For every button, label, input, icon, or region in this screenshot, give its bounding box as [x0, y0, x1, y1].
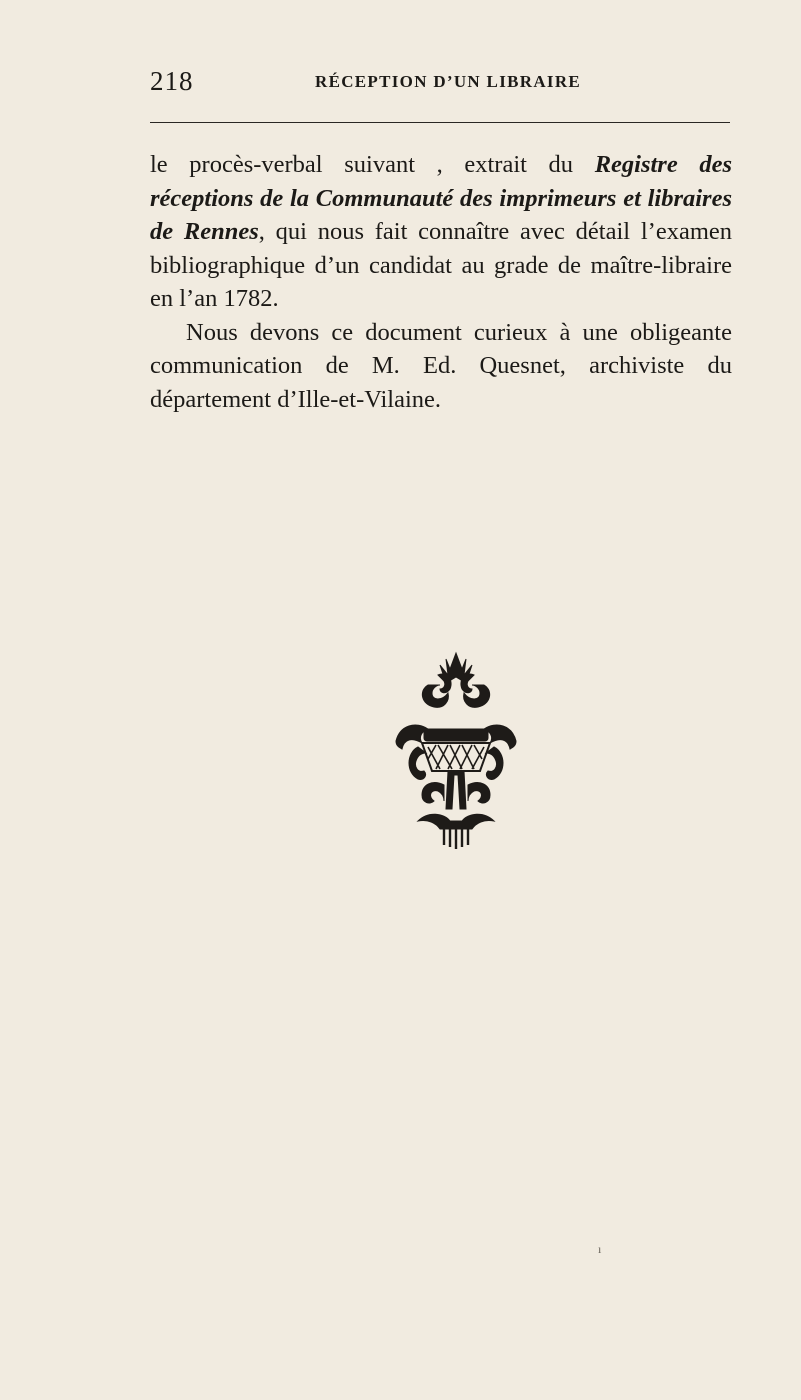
page-header [150, 66, 730, 96]
running-title: RÉCEPTION D’UN LIBRAIRE [315, 72, 582, 91]
paragraph-1-end: , qui nous fait connaître avec détail l’examen bibliographique d’un candidat au grade de maître-libraire en l’an 1782. [150, 218, 733, 312]
page-number: 218 [150, 66, 194, 96]
register-title: Registre des réceptions de la Communauté des imprimeurs et libraires de Rennes [150, 151, 732, 245]
paragraph-1-start: le procès-verbal suivant , extrait du [150, 151, 595, 178]
paragraph-2: Nous devons ce document curieux à une obligeante communication de M. Ed. Quesnet, archiviste du département d’Ille-et-Vilaine. [150, 318, 732, 413]
header-rule [150, 122, 730, 123]
stray-mark: ı [598, 1242, 602, 1256]
body-text [150, 148, 732, 416]
paragraph-1 [150, 148, 732, 316]
floral-vignette-icon [388, 645, 524, 855]
